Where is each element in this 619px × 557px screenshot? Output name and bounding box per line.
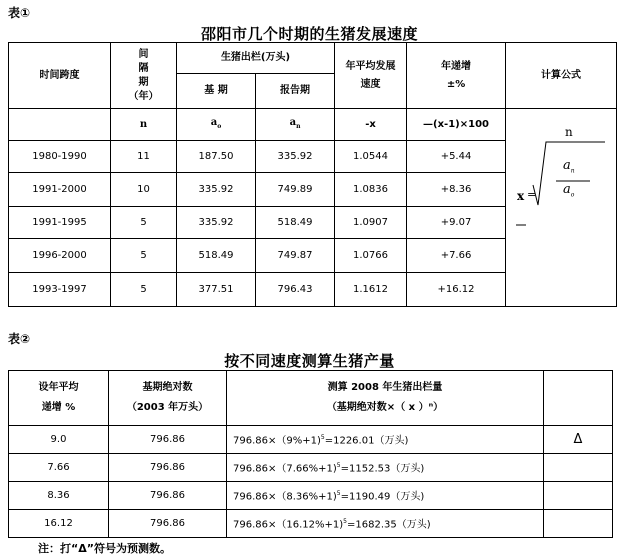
- cell-base: 518.49: [177, 239, 256, 273]
- cell-n: 5: [111, 207, 177, 239]
- cell-speed: 1.0836: [335, 173, 407, 207]
- forecast-mark: [544, 510, 613, 538]
- cell-growth: +16.12: [407, 273, 506, 307]
- header-avg-speed: 年平均发展 速度: [335, 43, 407, 109]
- symbol-n: n: [111, 109, 177, 141]
- table1-title: 邵阳市几个时期的生猪发展速度: [200, 25, 418, 43]
- cell-n: 5: [111, 273, 177, 307]
- table-row: [9, 426, 613, 454]
- header-base-value: 基期绝对数 （2003 年万头）: [109, 371, 227, 426]
- header-report: 报告期: [256, 74, 335, 109]
- formula-cell: [506, 109, 617, 307]
- cell-speed: 1.0766: [335, 239, 407, 273]
- cell-period: 1996-2000: [9, 239, 111, 273]
- formula-root-index: n: [565, 125, 573, 139]
- symbol-base: $a_o$: [177, 109, 256, 141]
- cell-report: 518.49: [256, 207, 335, 239]
- cell-growth: +8.36: [407, 173, 506, 207]
- formula-numerator: $a_n$: [563, 158, 575, 175]
- growth-speed-table: [8, 42, 617, 307]
- table-row: [9, 454, 613, 482]
- cell-rate: 7.66: [9, 454, 109, 482]
- cell-base: 796.86: [109, 482, 227, 510]
- cell-calculation: 796.86×（7.66%+1)$^5$=1152.53（万头): [227, 454, 544, 482]
- cell-report: 749.89: [256, 173, 335, 207]
- formula-x: x: [517, 189, 525, 203]
- formula-eq: =: [527, 188, 537, 201]
- cell-n: 5: [111, 239, 177, 273]
- cell-n: 10: [111, 173, 177, 207]
- cell-calculation: 796.86×（9%+1)$^5$=1226.01（万头): [227, 426, 544, 454]
- formula-denominator: $a_o$: [563, 182, 575, 199]
- header-period: 时间跨度: [9, 43, 111, 109]
- symbol-period: [9, 109, 111, 141]
- header-formula: 计算公式: [506, 43, 617, 109]
- symbol-growth: —(x-1)×100: [407, 109, 506, 141]
- cell-base: 377.51: [177, 273, 256, 307]
- symbol-report: $a_n$: [256, 109, 335, 141]
- cell-rate: 9.0: [9, 426, 109, 454]
- cell-report: 749.87: [256, 239, 335, 273]
- table2-label: 表②: [8, 332, 31, 346]
- cell-period: 1991-1995: [9, 207, 111, 239]
- cell-rate: 16.12: [9, 510, 109, 538]
- cell-base: 335.92: [177, 207, 256, 239]
- header-output: 生猪出栏(万头): [177, 43, 335, 74]
- cell-calculation: 796.86×（16.12%+1)$^5$=1682.35（万头): [227, 510, 544, 538]
- cell-report: 796.43: [256, 273, 335, 307]
- cell-n: 11: [111, 141, 177, 173]
- header-calculation: 测算 2008 年生猪出栏量 （基期绝对数×（ x ）ⁿ）: [227, 371, 544, 426]
- cell-period: 1980-1990: [9, 141, 111, 173]
- footnote: 注：打“Δ”符号为预测数。: [38, 542, 171, 555]
- cell-period: 1991-2000: [9, 173, 111, 207]
- projection-table: [8, 370, 613, 538]
- forecast-mark: Δ: [544, 426, 613, 454]
- table-row: [9, 482, 613, 510]
- header-mark: [544, 371, 613, 426]
- table1-label: 表①: [8, 6, 31, 20]
- formula-root-sign: [506, 109, 617, 309]
- cell-rate: 8.36: [9, 482, 109, 510]
- table2-title: 按不同速度测算生猪产量: [224, 352, 395, 370]
- cell-base: 796.86: [109, 426, 227, 454]
- cell-base: 796.86: [109, 454, 227, 482]
- cell-speed: 1.0907: [335, 207, 407, 239]
- cell-speed: 1.0544: [335, 141, 407, 173]
- symbol-avg: -x: [335, 109, 407, 141]
- cell-base: 335.92: [177, 173, 256, 207]
- cell-report: 335.92: [256, 141, 335, 173]
- cell-growth: +7.66: [407, 239, 506, 273]
- cell-calculation: 796.86×（8.36%+1)$^5$=1190.49（万头): [227, 482, 544, 510]
- header-growth: 年递增 ±%: [407, 43, 506, 109]
- forecast-mark: [544, 482, 613, 510]
- cell-base: 796.86: [109, 510, 227, 538]
- cell-growth: +5.44: [407, 141, 506, 173]
- header-interval: 间 隔 期 （年）: [111, 43, 177, 109]
- cell-base: 187.50: [177, 141, 256, 173]
- cell-period: 1993-1997: [9, 273, 111, 307]
- table-row: [9, 510, 613, 538]
- cell-growth: +9.07: [407, 207, 506, 239]
- forecast-mark: [544, 454, 613, 482]
- header-rate: 设年平均 递增 %: [9, 371, 109, 426]
- cell-speed: 1.1612: [335, 273, 407, 307]
- header-base: 基 期: [177, 74, 256, 109]
